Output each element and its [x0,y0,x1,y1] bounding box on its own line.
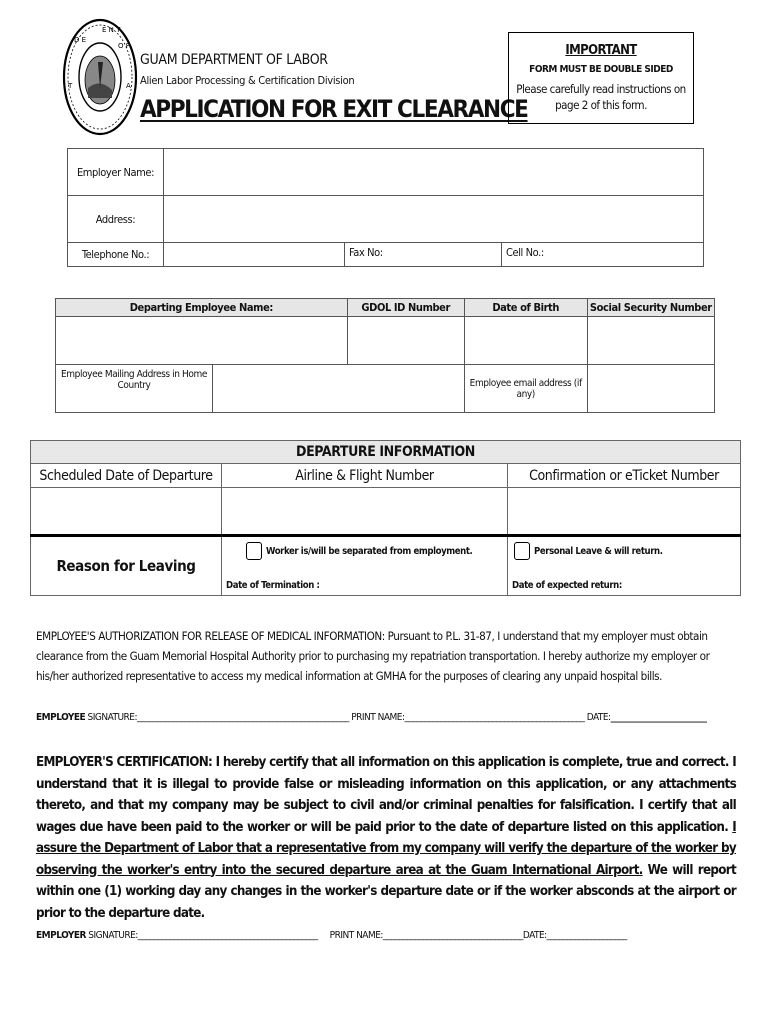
mailing-address-field[interactable] [213,365,465,413]
date-of-birth-header: Date of Birth [464,299,587,317]
svg-text:E N T: E N T [102,26,121,34]
department-name: GUAM DEPARTMENT OF LABOR [140,52,328,68]
employee-print-name-field[interactable]: PRINT NAME:_____________________________________________ [348,712,585,723]
airline-flight-field[interactable] [222,488,508,536]
fax-label: Fax No: [349,246,383,259]
departure-info-title: DEPARTURE INFORMATION [31,441,741,464]
airline-flight-header: Airline & Flight Number [222,464,508,488]
employer-name-field[interactable] [164,149,704,196]
confirmation-field[interactable] [508,488,741,536]
important-title: IMPORTANT [565,43,637,58]
termination-date-label: Date of Termination : [226,580,320,591]
return-date-label: Date of expected return: [512,580,622,591]
address-label: Address: [68,196,164,243]
email-label: Employee email address (if any) [464,365,587,413]
employer-signature-field[interactable]: SIGNATURE:_____________________________________________ [85,930,318,941]
scheduled-date-field[interactable] [31,488,222,536]
svg-text:T: T [68,82,73,90]
employee-date-label: DATE: [584,712,611,723]
important-line-1: Please carefully read instructions on [516,82,686,96]
employer-date-field[interactable]: DATE:____________________ [522,930,627,941]
employee-date-field[interactable]: ________________________ [610,712,707,723]
personal-leave-option[interactable] [508,536,741,596]
confirmation-header: Confirmation or eTicket Number [508,464,741,488]
employee-signature-line [36,712,736,723]
employer-print-name-field[interactable]: PRINT NAME:___________________________________ [329,930,523,941]
svg-text:A: A [126,82,131,90]
important-line-2: page 2 of this form. [555,98,647,112]
fax-field[interactable] [345,243,502,267]
mailing-address-label-line-2: Country [117,380,151,391]
gdol-id-header: GDOL ID Number [347,299,464,317]
employer-signature-bold: EMPLOYER [36,930,86,941]
ssn-field[interactable] [587,317,714,365]
important-notice [508,32,694,124]
certification-text-1: EMPLOYER'S CERTIFICATION: I hereby certify that all information on this application is complete, true and correct. I understand that it is illegal to provide false or misleading information on this application, or any attachments thereto, and that my company may be subject to civil and/or criminal penalties for falsification. I certify that all wages due have been paid to the worker or will be paid prior to the date of departure listed on this application. [36,755,736,835]
certification-underlined-text: I assure the Department of Labor that a representative from my company will verify the departure of the worker by observing the worker's entry into the secured departure area at the Guam International Airport. [36,819,736,878]
personal-leave-option-label: Personal Leave & will return. [534,546,663,557]
cell-field[interactable] [502,243,704,267]
email-field[interactable] [587,365,714,413]
department-seal-logo [62,18,138,136]
gdol-id-field[interactable] [347,317,464,365]
employee-signature-field[interactable]: SIGNATURE:_____________________________________________________ [85,712,349,723]
employee-signature-bold: EMPLOYEE [36,712,86,723]
reason-for-leaving-label: Reason for Leaving [31,536,222,596]
employer-signature-line [36,930,736,941]
telephone-field[interactable] [164,243,345,267]
personal-leave-checkbox[interactable] [514,542,530,560]
date-of-birth-field[interactable] [464,317,587,365]
svg-text:D E: D E [74,36,87,44]
scheduled-date-header: Scheduled Date of Departure [31,464,222,488]
mailing-address-label-line-1: Employee Mailing Address in Home [61,369,207,380]
important-subtitle: FORM MUST BE DOUBLE SIDED [529,64,673,75]
address-field[interactable] [164,196,704,243]
cell-label: Cell No.: [506,246,544,259]
employee-name-field[interactable] [56,317,348,365]
medical-release-authorization: EMPLOYEE'S AUTHORIZATION FOR RELEASE OF MEDICAL INFORMATION: Pursuant to P.L. 31-87, I understand that my employer must obtain clearance from the Guam Memorial Hospital Authority prior to purchasing my repatriation transportation. I hereby authorize my employer or his/her authorized representative to access my medical information at GMHA for the purposes of clearing any unpaid hospital bills. [36,629,710,683]
employer-name-label: Employer Name: [68,149,164,196]
certification-text-2: We will report within one (1) working day any changes in the worker's departure date or if the worker absconds at the airport or prior to the departure date. [36,862,737,921]
separated-option[interactable] [222,536,508,596]
separated-checkbox[interactable] [246,542,262,560]
telephone-label: Telephone No.: [68,243,164,267]
employer-certification [36,752,736,924]
mailing-address-label [56,365,213,413]
form-title: APPLICATION FOR EXIT CLEARANCE [140,95,528,123]
employer-table [67,148,704,267]
employee-table [55,298,715,413]
departing-employee-name-header: Departing Employee Name: [56,299,348,317]
division-name: Alien Labor Processing & Certification Division [140,74,355,87]
svg-text:O F: O F [118,42,130,50]
separated-option-label: Worker is/will be separated from employment. [266,546,473,557]
ssn-header: Social Security Number [587,299,714,317]
departure-table [30,440,741,596]
